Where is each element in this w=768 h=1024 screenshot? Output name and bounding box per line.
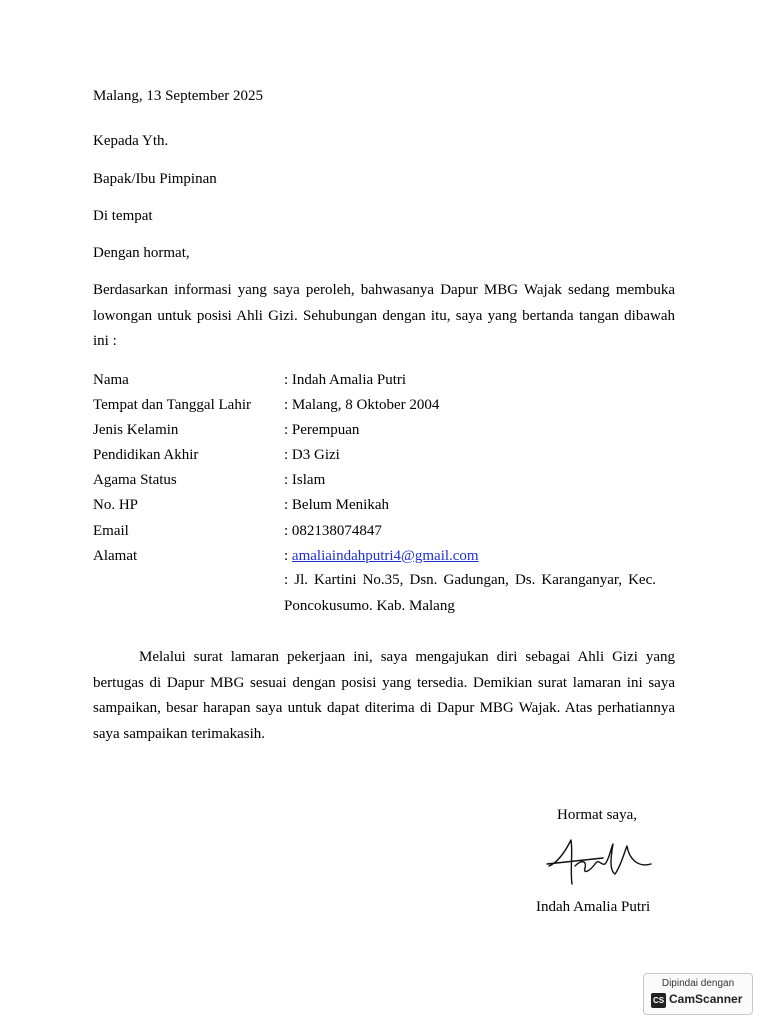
email-link[interactable]: amaliaindahputri4@gmail.com <box>291 547 479 564</box>
field-row-email <box>93 519 693 544</box>
field-label: Email <box>93 522 129 539</box>
field-value: : Indah Amalia Putri <box>284 372 407 388</box>
field-row-education <box>93 443 693 468</box>
field-row-birth <box>93 393 693 418</box>
recipient: Bapak/Ibu Pimpinan <box>93 171 217 187</box>
field-label: Nama <box>93 372 129 388</box>
field-row-name <box>93 368 693 393</box>
field-value: : Belum Menikah <box>284 497 389 514</box>
recipient-greeting: Kepada Yth. <box>93 133 169 149</box>
watermark-brand: CamScanner <box>669 992 743 1006</box>
signature-image <box>545 836 655 888</box>
applicant-details <box>93 368 693 569</box>
field-value: : 082138074847 <box>284 522 382 539</box>
place-date: Malang, 13 September 2025 <box>93 88 263 104</box>
field-value: : Perempuan <box>284 422 360 439</box>
watermark-caption: Dipindai dengan <box>661 978 735 989</box>
field-row-religion <box>93 468 693 493</box>
field-value-prefix: : <box>284 547 292 564</box>
field-label: Alamat <box>93 547 138 564</box>
field-row-gender <box>93 418 693 443</box>
field-label: Agama Status <box>93 472 177 489</box>
salutation: Dengan hormat, <box>93 245 190 261</box>
body-paragraph: Melalui surat lamaran pekerjaan ini, saya mengajukan diri sebagai Ahli Gizi yang bertugas di Dapur MBG sesuai dengan posisi yang tersedia. Demikian surat lamaran ini saya sampaikan, besar harapan saya untuk dapat diterima di Dapur MBG Wajak. Atas perhatiannya saya sampaikan terimakasih. <box>93 649 675 742</box>
camscanner-watermark <box>643 973 753 1015</box>
field-label: Tempat dan Tanggal Lahir <box>93 397 251 414</box>
field-row-address <box>93 544 693 569</box>
signer-name: Indah Amalia Putri <box>536 899 651 915</box>
location: Di tempat <box>93 208 153 224</box>
address-text: : Jl. Kartini No.35, Dsn. Gadungan, Ds. Karanganyar, Kec. Poncokusumo. Kab. Malang <box>284 572 656 614</box>
field-label: Jenis Kelamin <box>93 422 179 439</box>
intro-paragraph: Berdasarkan informasi yang saya peroleh, bahwasanya Dapur MBG Wajak sedang membuka lowongan untuk posisi Ahli Gizi. Sehubungan dengan itu, saya yang bertanda tangan dibawah ini : <box>93 282 675 349</box>
field-row-phone <box>93 493 693 518</box>
field-value: : Islam <box>284 472 326 489</box>
closing: Hormat saya, <box>557 807 637 823</box>
field-value: : D3 Gizi <box>284 447 340 464</box>
field-label: No. HP <box>93 497 139 514</box>
field-value: : Malang, 8 Oktober 2004 <box>284 397 440 414</box>
field-label: Pendidikan Akhir <box>93 447 199 464</box>
camscanner-logo-icon: CS <box>651 993 666 1008</box>
field-value <box>284 544 479 569</box>
